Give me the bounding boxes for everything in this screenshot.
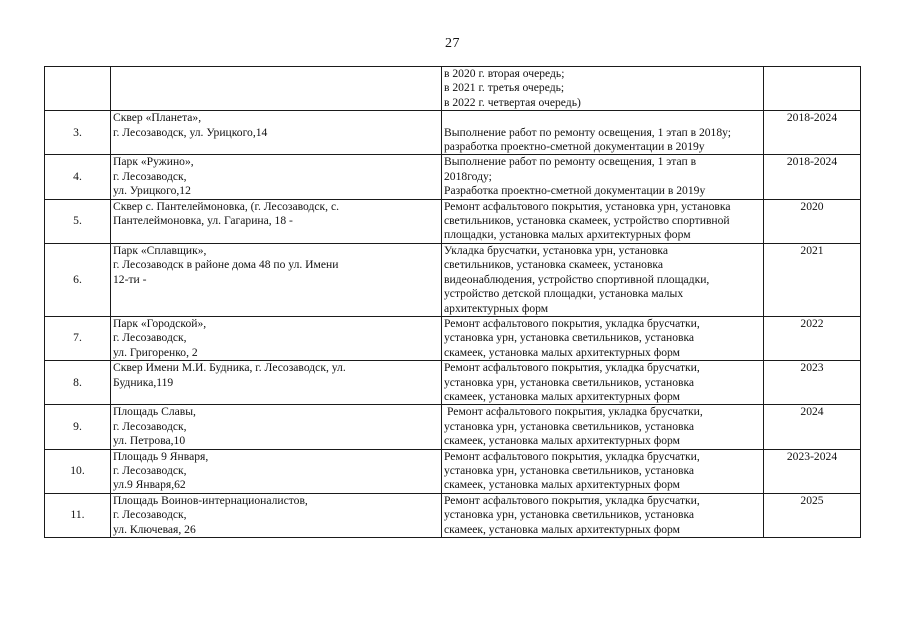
year-cell: 2018-2024 bbox=[764, 155, 861, 199]
work-cell-line: установка урн, установка светильников, установка bbox=[444, 375, 695, 389]
object-cell bbox=[111, 67, 442, 111]
work-cell bbox=[442, 361, 764, 405]
object-cell-line: г. Лесозаводск, bbox=[113, 169, 187, 183]
table-body bbox=[45, 67, 861, 538]
work-cell bbox=[442, 493, 764, 537]
object-cell-line: Пантелеймоновка, ул. Гагарина, 18 - bbox=[113, 214, 293, 228]
work-cell bbox=[442, 449, 764, 493]
object-cell-line: Площадь Славы, bbox=[113, 405, 196, 419]
row-number-cell: 6. bbox=[45, 243, 111, 316]
work-cell-line: установка урн, установка светильников, установка bbox=[444, 463, 695, 477]
work-cell-line: площадки, установка малых архитектурных форм bbox=[444, 228, 691, 242]
object-cell-line: Будника,119 bbox=[113, 375, 174, 389]
work-cell-line: скамеек, установка малых архитектурных форм bbox=[444, 478, 680, 492]
work-cell-line: Выполнение работ по ремонту освещения, 1 этап в 2018у; bbox=[444, 125, 731, 139]
object-cell-line: ул. Урицкого,12 bbox=[113, 184, 191, 198]
object-cell-line: Парк «Городской», bbox=[113, 316, 207, 330]
work-cell-line: скамеек, установка малых архитектурных форм bbox=[444, 345, 680, 359]
work-cell-line: Ремонт асфальтового покрытия, укладка брусчатки, bbox=[444, 361, 700, 375]
object-cell-line: Площадь Воинов-интернационалистов, bbox=[113, 493, 308, 507]
row-number-cell: 11. bbox=[45, 493, 111, 537]
year-cell: 2023-2024 bbox=[764, 449, 861, 493]
table-row bbox=[45, 67, 861, 111]
year-cell: 2023 bbox=[764, 361, 861, 405]
object-cell-line: 12-ти - bbox=[113, 272, 147, 286]
work-cell-line bbox=[444, 111, 761, 125]
work-cell-line: Разработка проектно-сметной документации в 2019у bbox=[444, 184, 706, 198]
year-cell: 2024 bbox=[764, 405, 861, 449]
work-cell-line: скамеек, установка малых архитектурных форм bbox=[444, 522, 680, 536]
object-cell-line: г. Лесозаводск в районе дома 48 по ул. Имени bbox=[113, 258, 339, 272]
work-cell-line: скамеек, установка малых архитектурных форм bbox=[444, 434, 680, 448]
object-cell-line: Парк «Сплавщик», bbox=[113, 243, 207, 257]
object-cell-line: Площадь 9 Января, bbox=[113, 449, 209, 463]
work-cell bbox=[442, 316, 764, 360]
table-row bbox=[45, 111, 861, 155]
table-row bbox=[45, 449, 861, 493]
year-cell: 2021 bbox=[764, 243, 861, 316]
work-cell-line: разработка проектно-сметной документации в 2019у bbox=[444, 140, 705, 154]
work-cell-line: скамеек, установка малых архитектурных форм bbox=[444, 389, 680, 403]
work-cell-line: 2018году; bbox=[444, 169, 492, 183]
year-cell: 2025 bbox=[764, 493, 861, 537]
row-number-cell: 7. bbox=[45, 316, 111, 360]
table-row bbox=[45, 199, 861, 243]
work-cell bbox=[442, 111, 764, 155]
table-row bbox=[45, 405, 861, 449]
work-cell-line: видеонаблюдения, устройство спортивной площадки, bbox=[444, 272, 710, 286]
row-number-cell: 10. bbox=[45, 449, 111, 493]
table-row bbox=[45, 155, 861, 199]
object-cell-line: ул. Петрова,10 bbox=[113, 434, 186, 448]
object-cell bbox=[111, 361, 442, 405]
page-number: 27 bbox=[445, 36, 460, 51]
object-cell-line: Сквер «Планета», bbox=[113, 111, 202, 125]
object-cell-line: г. Лесозаводск, bbox=[113, 463, 187, 477]
work-cell bbox=[442, 199, 764, 243]
row-number-cell: 9. bbox=[45, 405, 111, 449]
work-cell-line: Ремонт асфальтового покрытия, укладка брусчатки, bbox=[447, 405, 703, 419]
work-cell bbox=[442, 405, 764, 449]
object-cell-line: г. Лесозаводск, bbox=[113, 419, 187, 433]
work-cell-line: Выполнение работ по ремонту освещения, 1 этап в bbox=[444, 155, 697, 169]
row-number-cell: 4. bbox=[45, 155, 111, 199]
row-number-cell: 5. bbox=[45, 199, 111, 243]
work-cell-line: Ремонт асфальтового покрытия, установка урн, установка bbox=[444, 199, 731, 213]
row-number-cell bbox=[45, 67, 111, 111]
table-row bbox=[45, 243, 861, 316]
improvement-table bbox=[44, 66, 861, 538]
object-cell bbox=[111, 449, 442, 493]
work-cell-line: Укладка брусчатки, установка урн, установка bbox=[444, 243, 669, 257]
year-cell: 2018-2024 bbox=[764, 111, 861, 155]
work-cell bbox=[442, 243, 764, 316]
object-cell-line: Парк «Ружино», bbox=[113, 155, 194, 169]
work-cell-line: в 2022 г. четвертая очередь) bbox=[444, 95, 581, 109]
object-cell bbox=[111, 493, 442, 537]
work-cell-line: светильников, установка скамеек, устройство спортивной bbox=[444, 214, 730, 228]
object-cell bbox=[111, 243, 442, 316]
work-cell-line: светильников, установка скамеек, установка bbox=[444, 258, 664, 272]
work-cell-line: в 2020 г. вторая очередь; bbox=[444, 67, 565, 80]
year-cell bbox=[764, 67, 861, 111]
work-cell-line: Ремонт асфальтового покрытия, укладка брусчатки, bbox=[444, 449, 700, 463]
work-cell-line: установка урн, установка светильников, установка bbox=[444, 508, 695, 522]
object-cell bbox=[111, 316, 442, 360]
object-cell-line: ул.9 Января,62 bbox=[113, 478, 186, 492]
table-row bbox=[45, 361, 861, 405]
work-cell-line: архитектурных форм bbox=[444, 301, 549, 315]
work-cell-line: устройство детской площадки, установка малых bbox=[444, 287, 684, 301]
work-cell-line: установка урн, установка светильников, установка bbox=[444, 419, 695, 433]
year-cell: 2020 bbox=[764, 199, 861, 243]
object-cell-line: г. Лесозаводск, ул. Урицкого,14 bbox=[113, 125, 268, 139]
object-cell-line: Сквер с. Пантелеймоновка, (г. Лесозаводск, с. bbox=[113, 199, 340, 213]
work-cell-line: Ремонт асфальтового покрытия, укладка брусчатки, bbox=[444, 316, 700, 330]
object-cell-line: г. Лесозаводск, bbox=[113, 508, 187, 522]
object-cell bbox=[111, 199, 442, 243]
object-cell bbox=[111, 155, 442, 199]
object-cell-line: ул. Ключевая, 26 bbox=[113, 522, 196, 536]
table-row bbox=[45, 316, 861, 360]
object-cell bbox=[111, 111, 442, 155]
work-cell-line: Ремонт асфальтового покрытия, укладка брусчатки, bbox=[444, 493, 700, 507]
object-cell-line: Сквер Имени М.И. Будника, г. Лесозаводск, ул. bbox=[113, 361, 346, 375]
object-cell bbox=[111, 405, 442, 449]
year-cell: 2022 bbox=[764, 316, 861, 360]
work-cell bbox=[442, 67, 764, 111]
object-cell-line: ул. Григоренко, 2 bbox=[113, 345, 198, 359]
row-number-cell: 3. bbox=[45, 111, 111, 155]
work-cell-line: установка урн, установка светильников, установка bbox=[444, 331, 695, 345]
work-cell-line: в 2021 г. третья очередь; bbox=[444, 81, 565, 95]
table-row bbox=[45, 493, 861, 537]
row-number-cell: 8. bbox=[45, 361, 111, 405]
object-cell-line: г. Лесозаводск, bbox=[113, 331, 187, 345]
work-cell bbox=[442, 155, 764, 199]
